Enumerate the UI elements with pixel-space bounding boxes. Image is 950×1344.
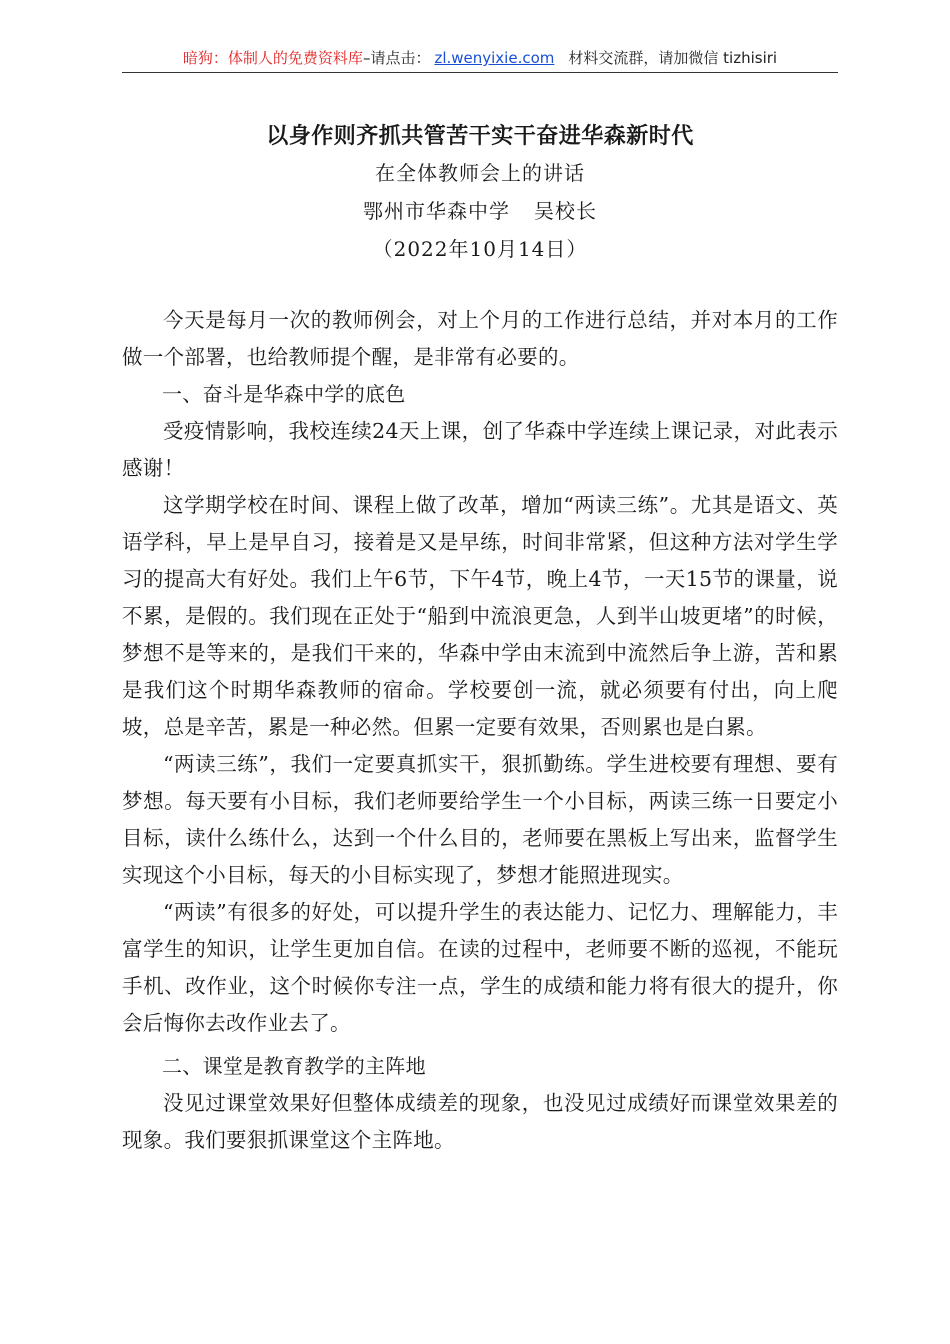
byline-person: 吴校长 — [534, 199, 597, 223]
byline — [122, 192, 838, 230]
paragraph: “两读”有很多的好处，可以提升学生的表达能力、记忆力、理解能力，丰富学生的知识，让学生更加自信。在读的过程中，老师要不断的巡视，不能玩手机、改作业，这个时候你专注一点，学生的成绩和能力将有很大的提升，你会后悔你去改作业去了。 — [122, 900, 838, 1035]
page-header-banner — [122, 46, 838, 73]
section-heading-2: 二、课堂是教育教学的主阵地 — [162, 1054, 426, 1078]
paragraph: 这学期学校在时间、课程上做了改革，增加“两读三练”。尤其是语文、英语学科，早上是早自习，接着是又是早练，时间非常紧，但这种方法对学生学习的提高大有好处。我们上午6节，下午4节，晚上4节，一天15节的课量，说不累，是假的。我们现在正处于“船到中流浪更急，人到半山坡更堵”的时候，梦想不是等来的，是我们干来的，华森中学由末流到中流然后争上游，苦和累是我们这个时期华森教师的宿命。学校要创一流，就必须要有付出，向上爬坡，总是辛苦，累是一种必然。但累一定要有效果，否则累也是白累。 — [122, 493, 838, 739]
document-date: （2022年10月14日） — [372, 237, 588, 261]
byline-organization: 鄂州市华森中学 — [363, 199, 510, 223]
paragraph: 没见过课堂效果好但整体成绩差的现象，也没见过成绩好而课堂效果差的现象。我们要狠抓课堂这个主阵地。 — [122, 1091, 838, 1152]
site-link[interactable]: zl.wenyixie.com — [434, 49, 555, 67]
wechat-group-note: 材料交流群，请加微信 tizhisiri — [568, 49, 778, 67]
document-title: 以身作则齐抓共管苦干实干奋进华森新时代 — [266, 123, 694, 149]
document-body — [122, 302, 838, 1159]
section-heading-1: 一、奋斗是华森中学的底色 — [162, 382, 406, 406]
paragraph: 受疫情影响，我校连续24天上课，创了华森中学连续上课记录，对此表示感谢！ — [122, 419, 838, 480]
paragraph: “两读三练”，我们一定要真抓实干，狠抓勤练。学生进校要有理想、要有梦想。每天要有小目标，我们老师要给学生一个小目标，两读三练一日要定小目标，读什么练什么，达到一个什么目的，老师要在黑板上写出来，监督学生实现这个小目标，每天的小目标实现了，梦想才能照进现实。 — [122, 752, 838, 887]
title-block — [122, 118, 838, 268]
click-prompt: –请点击： — [362, 49, 431, 67]
paragraph: 今天是每月一次的教师例会，对上个月的工作进行总结，并对本月的工作做一个部署，也给教师提个醒，是非常有必要的。 — [122, 308, 838, 369]
site-brand: 暗狗：体制人的免费资料库 — [182, 49, 363, 67]
document-subtitle: 在全体教师会上的讲话 — [375, 161, 585, 185]
